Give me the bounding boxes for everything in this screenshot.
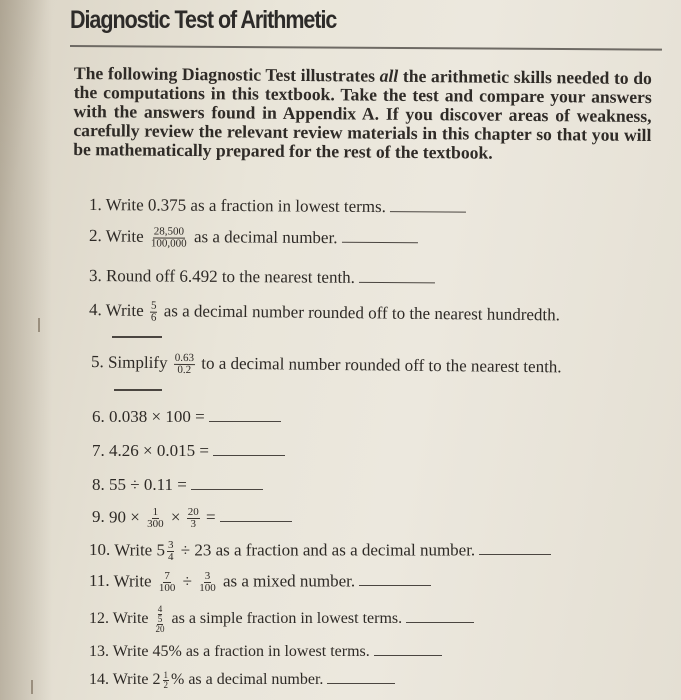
problem-text: ÷ 23 as a fraction and as a decimal number. (180, 540, 476, 560)
operator: × (170, 507, 181, 527)
problem-3 (89, 266, 435, 288)
problem-number: 9. (92, 507, 105, 527)
problem-4 (89, 300, 560, 328)
fraction (150, 226, 188, 249)
answer-blank[interactable] (213, 454, 285, 456)
problem-text: Round off 6.492 to the nearest tenth. (105, 266, 356, 287)
problem-number: 10. (89, 540, 111, 560)
problem-2 (89, 226, 418, 251)
answer-blank[interactable] (342, 241, 418, 244)
problem-1 (89, 195, 466, 218)
problem-text: Write 45% as a fraction in lowest terms. (112, 643, 370, 660)
fraction (174, 353, 195, 376)
numerator: 28,500 (153, 225, 185, 238)
answer-blank[interactable] (209, 420, 281, 422)
problem-text: Write (105, 226, 144, 246)
problem-text: Write 5 (114, 540, 165, 560)
fraction (198, 571, 217, 594)
problem-8 (92, 475, 263, 495)
problem-text: Simplify (107, 352, 168, 373)
problem-7 (92, 441, 285, 461)
problem-number: 2. (88, 226, 102, 246)
fraction (158, 571, 177, 594)
problem-5 (91, 352, 562, 380)
fraction (150, 301, 158, 324)
problem-number: 11. (89, 571, 110, 591)
denominator: 100,000 (150, 237, 187, 250)
answer-blank[interactable] (374, 654, 442, 656)
complex-fraction (155, 605, 166, 634)
answer-blank[interactable] (191, 488, 263, 490)
answer-blank[interactable] (406, 621, 474, 623)
problem-text: to a decimal number rounded off to the nearest tenth. (201, 353, 562, 377)
denominator: 300 (147, 518, 164, 530)
denominator: 100 (158, 582, 176, 594)
inner-denominator: 5 (157, 614, 163, 624)
fraction (146, 507, 165, 530)
problem-9 (92, 507, 292, 530)
numerator: 3 (204, 570, 211, 582)
problem-number: 4. (88, 300, 102, 320)
equals-sign: = (205, 507, 216, 527)
problem-text: Write (113, 571, 152, 591)
denominator: 100 (199, 582, 216, 594)
answer-blank[interactable] (327, 682, 395, 684)
problem-text: as a decimal number rounded off to the nearest hundredth. (163, 301, 561, 325)
denominator: 3 (190, 518, 196, 530)
numerator: 1 (152, 506, 159, 518)
problem-text: 0.038 × 100 = (109, 407, 205, 426)
answer-blank[interactable] (390, 210, 466, 213)
operator: ÷ (182, 571, 192, 591)
problem-text: Write 0.375 as a fraction in lowest terms. (105, 195, 386, 217)
problem-text: 90 × (109, 507, 140, 527)
problem-text: % as a decimal number. (171, 671, 324, 689)
denominator: 0.2 (177, 363, 192, 377)
emphasis-all: all (379, 65, 399, 86)
numerator: 3 (167, 539, 174, 551)
answer-blank[interactable] (114, 389, 162, 391)
numerator (157, 605, 164, 625)
problem-6 (92, 407, 281, 427)
problem-text: as a mixed number. (222, 571, 356, 591)
problem-text: as a simple fraction in lowest terms. (171, 610, 403, 628)
problem-number: 5. (90, 352, 104, 372)
intro-paragraph: The following Diagnostic Test illustrates all the arithmetic skills needed to do the computations in this textbook. Take the test and compare your answers with the answers found in Appendix A. If you discover areas of weakness, carefully review the relevant review materials in this chapter so that you will be mathematically prepared for the rest of the textbook. (73, 63, 652, 163)
page-title: Diagnostic Test of Arithmetic (70, 6, 337, 34)
fraction (167, 540, 175, 563)
denominator: 2 (163, 680, 168, 690)
margin-mark (38, 318, 40, 332)
answer-blank[interactable] (359, 281, 435, 284)
problem-number: 3. (88, 266, 102, 286)
problem-text: as a decimal number. (193, 227, 338, 248)
answer-blank[interactable] (220, 520, 292, 522)
answer-blank[interactable] (112, 336, 162, 338)
problem-number: 7. (92, 441, 105, 460)
problem-text: 55 ÷ 0.11 = (109, 475, 187, 494)
problem-number: 1. (88, 195, 102, 215)
answer-blank[interactable] (479, 553, 551, 555)
problem-text: Write (112, 610, 149, 628)
problem-12 (89, 605, 474, 634)
problem-number: 12. (89, 610, 109, 628)
inner-numerator: 4 (157, 604, 163, 614)
numerator: 20 (187, 506, 199, 518)
problem-number: 13. (89, 643, 109, 660)
answer-blank[interactable] (359, 584, 431, 586)
fraction (187, 507, 200, 530)
problem-text: 4.26 × 0.015 = (109, 441, 209, 460)
numerator: 1 (163, 670, 168, 680)
problem-number: 6. (92, 407, 105, 426)
problem-13 (89, 643, 442, 661)
problem-text: Write 2 (112, 671, 161, 689)
fraction (163, 671, 170, 690)
problem-10 (89, 540, 551, 563)
problem-11 (89, 571, 431, 594)
denominator: 6 (150, 311, 157, 324)
numerator: 5 (150, 299, 157, 312)
problem-14 (89, 671, 395, 690)
margin-mark (31, 680, 33, 694)
numerator: 7 (164, 570, 170, 582)
problem-number: 8. (92, 475, 105, 494)
problem-text: Write (105, 300, 144, 320)
denominator: 20 (155, 624, 165, 634)
denominator: 4 (167, 551, 174, 563)
numerator: 0.63 (174, 351, 195, 365)
problem-number: 14. (89, 671, 109, 689)
